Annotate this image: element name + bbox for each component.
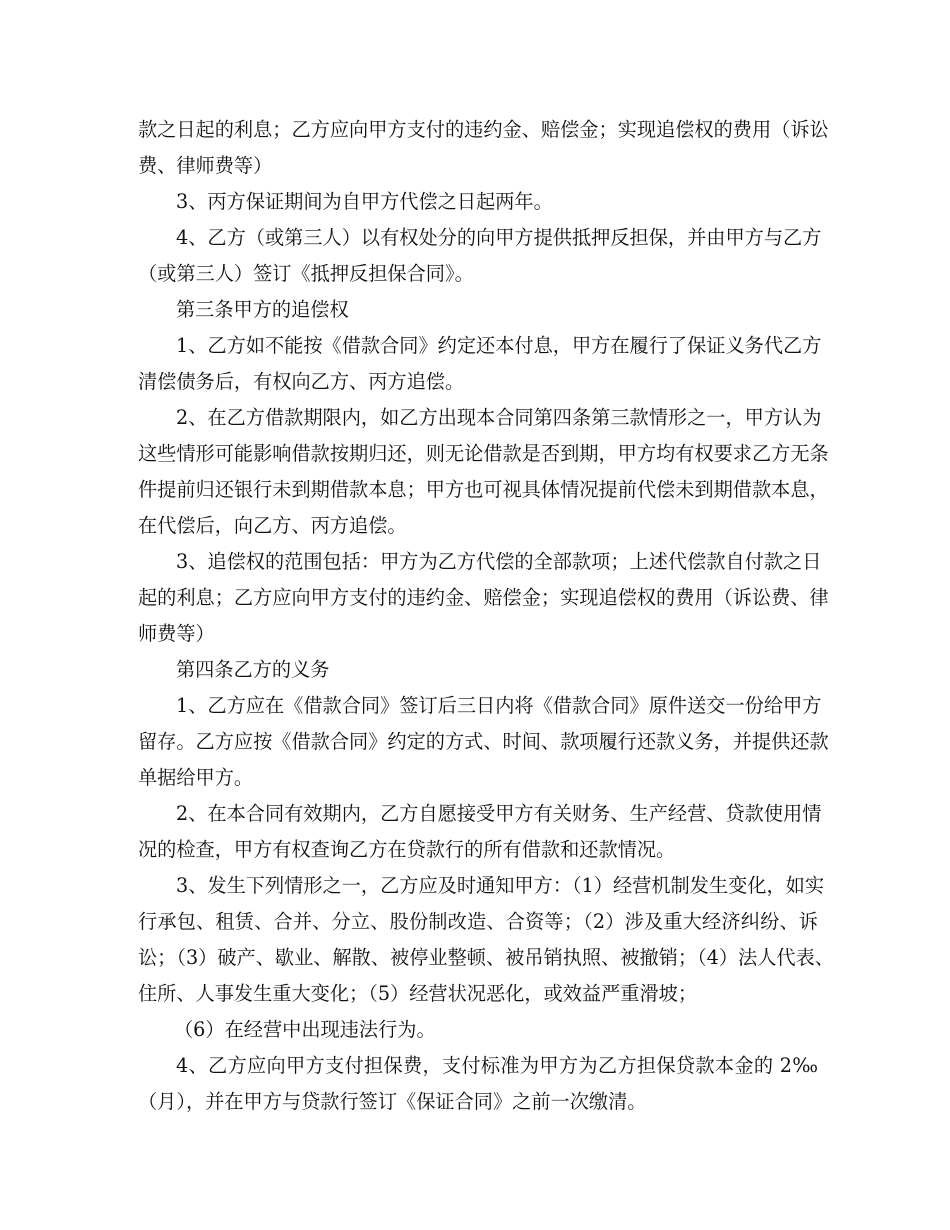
text-line: 2、在本合同有效期内，乙方自愿接受甲方有关财务、生产经营、贷款使用情: [176, 802, 822, 825]
text-line: （6）在经营中出现违法行为。: [174, 1018, 436, 1041]
text-line: 讼；（3）破产、歇业、解散、被停业整顿、被吊销执照、被撤销；（4）法人代表、: [138, 946, 834, 969]
text-line: 行承包、租赁、合并、分立、股份制改造、合资等；（2）涉及重大经济纠纷、诉: [138, 910, 818, 933]
document-body: [138, 112, 834, 1120]
text-line: 2、在乙方借款期限内，如乙方出现本合同第四条第三款情形之一，甲方认为: [176, 406, 822, 429]
text-line: 这些情形可能影响借款按期归还，则无论借款是否到期，甲方均有权要求乙方无条: [138, 442, 829, 465]
text-line: 款之日起的利息；乙方应向甲方支付的违约金、赔偿金；实现追偿权的费用（诉讼: [138, 118, 829, 141]
text-line: 师费等）: [138, 622, 215, 645]
text-line: 4、乙方应向甲方支付担保费，支付标准为甲方为乙方担保贷款本金的 2‰: [176, 1054, 818, 1077]
text-line: 住所、人事发生重大变化；（5）经营状况恶化，或效益严重滑坡；: [138, 982, 698, 1005]
text-line: （或第三人）签订《抵押反担保合同》。: [138, 262, 474, 285]
text-line: 况的检查，甲方有权查询乙方在贷款行的所有借款和还款情况。: [138, 838, 676, 861]
text-line: 起的利息；乙方应向甲方支付的违约金、赔偿金；实现追偿权的费用（诉讼费、律: [138, 586, 829, 609]
text-line: 清偿债务后，有权向乙方、丙方追偿。: [138, 370, 465, 393]
section-heading: 第三条甲方的追偿权: [176, 298, 349, 321]
text-line: 单据给甲方。: [138, 766, 254, 789]
text-line: 件提前归还银行未到期借款本息；甲方也可视具体情况提前代偿未到期借款本息，: [138, 478, 829, 501]
text-line: 1、乙方应在《借款合同》签订后三日内将《借款合同》原件送交一份给甲方: [176, 694, 822, 717]
text-line: 4、乙方（或第三人）以有权处分的向甲方提供抵押反担保，并由甲方与乙方: [176, 226, 822, 249]
text-line: 3、追偿权的范围包括：甲方为乙方代偿的全部款项；上述代偿款自付款之日: [176, 550, 822, 573]
text-line: （月），并在甲方与贷款行签订《保证合同》之前一次缴清。: [138, 1090, 647, 1113]
text-line: 3、丙方保证期间为自甲方代偿之日起两年。: [176, 190, 553, 213]
section-heading: 第四条乙方的义务: [176, 658, 330, 681]
text-line: 1、乙方如不能按《借款合同》约定还本付息，甲方在履行了保证义务代乙方: [176, 334, 822, 357]
text-line: 3、发生下列情形之一，乙方应及时通知甲方：（1）经营机制发生变化，如实: [176, 874, 825, 897]
text-line: 留存。乙方应按《借款合同》约定的方式、时间、款项履行还款义务，并提供还款: [138, 730, 829, 753]
text-line: 在代偿后，向乙方、丙方追偿。: [138, 514, 407, 537]
text-line: 费、律师费等）: [138, 154, 273, 177]
